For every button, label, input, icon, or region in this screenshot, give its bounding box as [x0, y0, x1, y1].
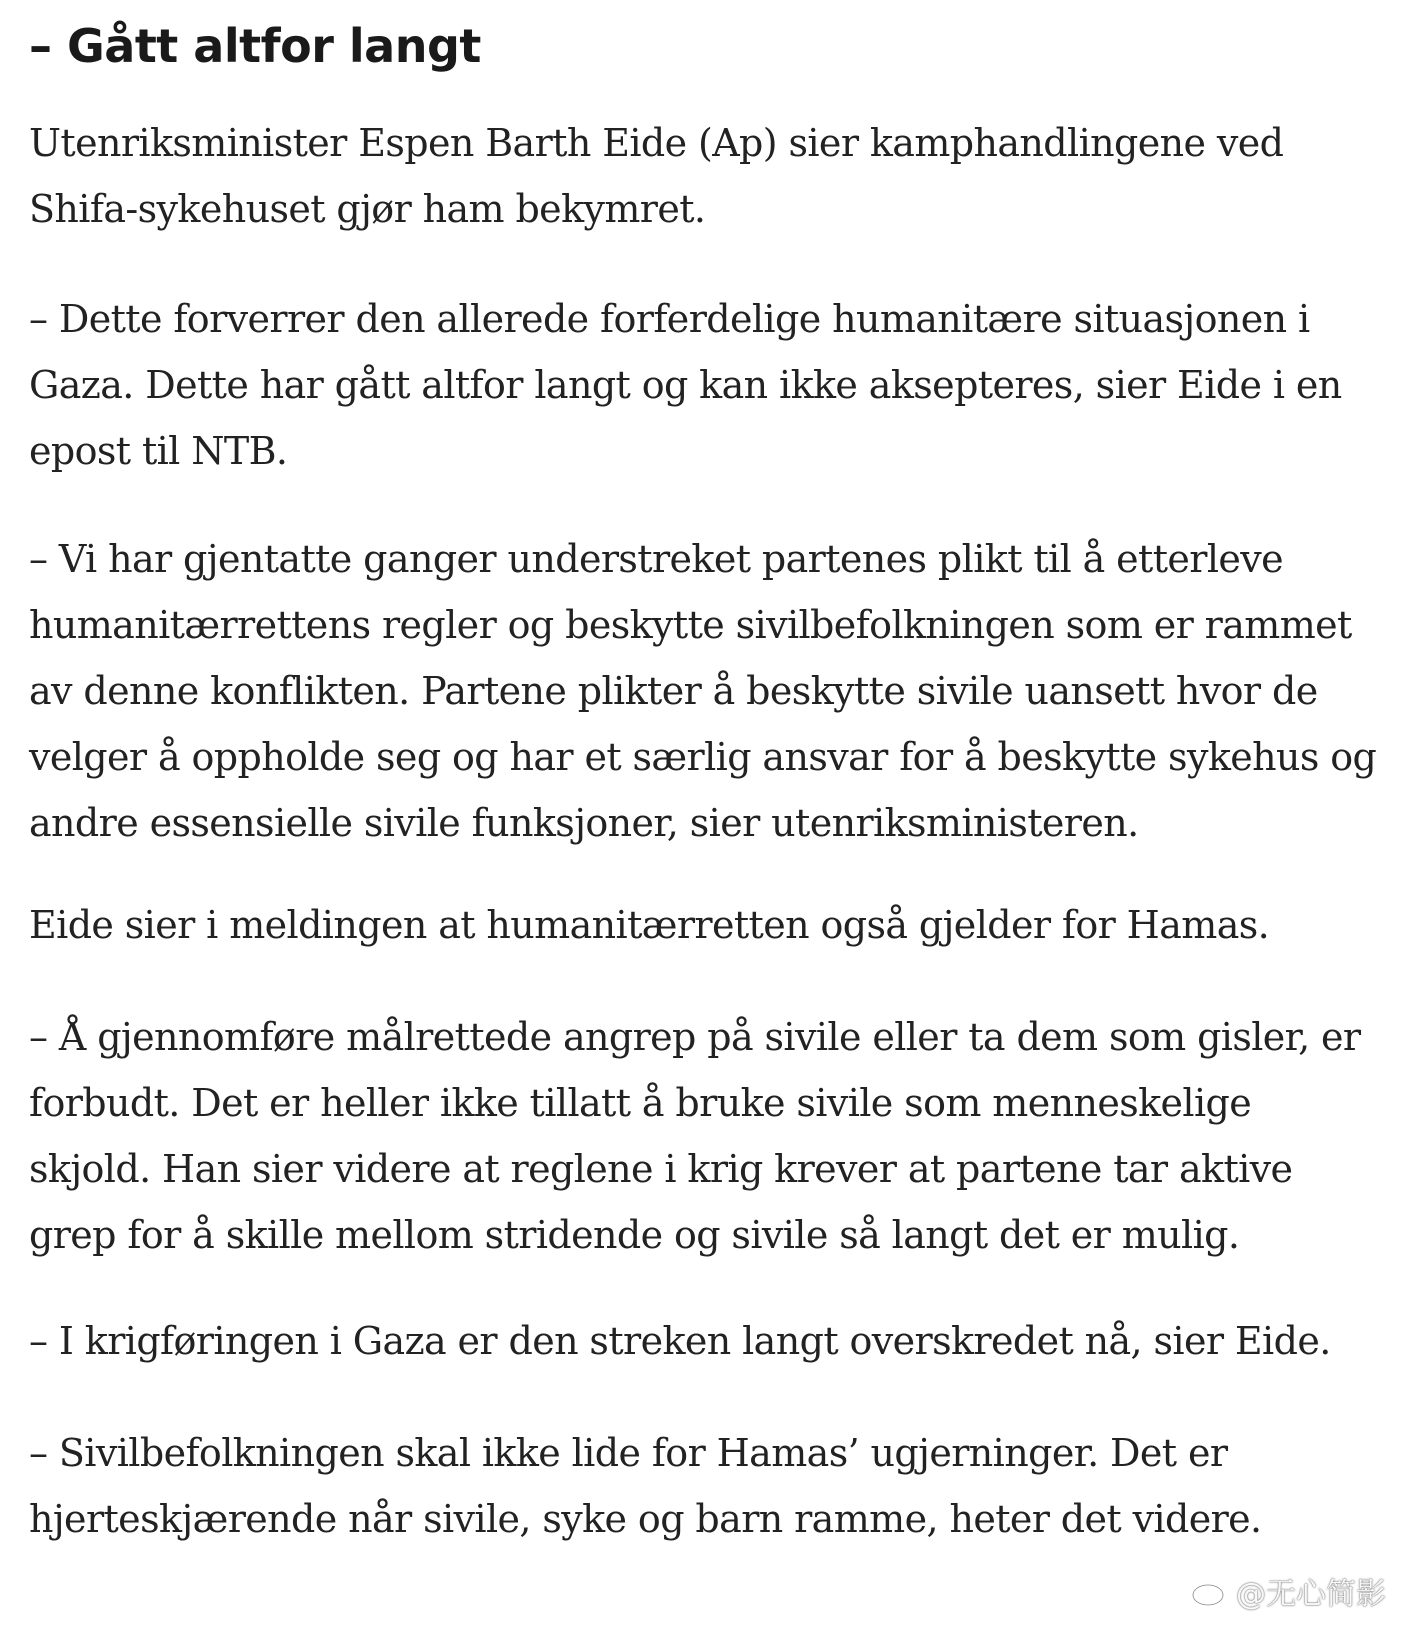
article-paragraph: Eide sier i meldingen at humanitærretten også gjelder for Hamas. [29, 903, 1270, 947]
weibo-icon [1190, 1574, 1230, 1608]
article-paragraph: Utenriksminister Espen Barth Eide (Ap) sier kamphandlingene ved Shifa-sykehuset gjør ham bekymret. [29, 121, 1284, 231]
article-paragraph: – I krigføringen i Gaza er den streken langt overskredet nå, sier Eide. [29, 1319, 1331, 1363]
watermark-text: @无心简影 [1236, 1577, 1386, 1612]
article-body [29, 0, 1389, 1541]
article-paragraph: – Å gjennomføre målrettede angrep på sivile eller ta dem som gisler, er forbudt. Det er heller ikke tillatt å bruke sivile som menneskelige skjold. Han sier videre at reglene i krig krever at partene tar aktive grep for å skille mellom stridende og sivile så langt det er mulig. [29, 1015, 1361, 1257]
watermark [1190, 1569, 1386, 1613]
article-paragraph: – Sivilbefolkningen skal ikke lide for Hamas’ ugjerninger. Det er hjerteskjærende når sivile, syke og barn ramme, heter det videre. [29, 1431, 1262, 1541]
article-subheading: – Gått altfor langt [29, 19, 481, 73]
article-paragraph: – Dette forverrer den allerede forferdelige humanitære situasjonen i Gaza. Dette har gått altfor langt og kan ikke aksepteres, sier Eide i en epost til NTB. [29, 297, 1342, 473]
article-paragraph: – Vi har gjentatte ganger understreket partenes plikt til å etterleve humanitærrettens regler og beskytte sivilbefolkningen som er rammet av denne konflikten. Partene plikter å beskytte sivile uansett hvor de velger å oppholde seg og har et særlig ansvar for å beskytte sykehus og andre essensielle sivile funksjoner, sier utenriksministeren. [29, 537, 1377, 845]
